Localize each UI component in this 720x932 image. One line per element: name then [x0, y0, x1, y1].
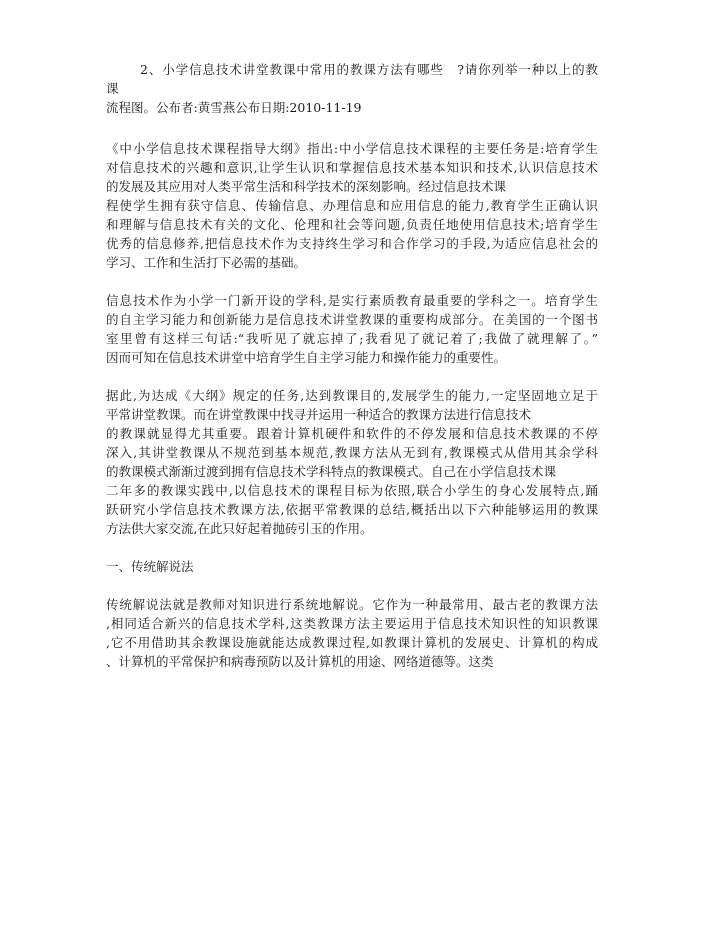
paragraph-line: 、计算机的平常保护和病毒预防以及计算机的用途、网络道德等。这类 [106, 654, 494, 669]
paragraph-line: 的教课就显得尤其重要。跟着计算机硬件和软件的不停发展和信息技术教课的不停 [106, 426, 598, 441]
paragraph-line: 优秀的信息修养,把信息技术作为支持终生学习和合作学习的手段,为适应信息社会的 [106, 236, 598, 251]
paragraph-line: ,相同适合新兴的信息技术学科,这类教课方法主要运用于信息技术知识性的知识教课 [106, 616, 598, 631]
question-line: 课 [106, 81, 119, 96]
paragraph-line: 学习、工作和生活打下必需的基础。 [106, 255, 307, 270]
paragraph-line: 据此,为达成《大纲》规定的任务,达到教课目的,发展学生的能力,一定坚固地立足于 [106, 388, 598, 403]
paragraph-line: 的发展及其应用对人类平常生活和科学技术的深刻影响。经过信息技术课 [106, 179, 507, 194]
publisher-line: 流程图。公布者:黄雪燕公布日期:2010-11-19 [106, 100, 362, 115]
paragraph-line: 对信息技术的兴趣和意识,让学生认识和掌握信息技术基本知识和技术,认识信息技术 [106, 160, 598, 175]
paragraph-traditional-method [106, 595, 598, 671]
paragraph-line: 《中小学信息技术课程指导大纲》指出:中小学信息技术课程的主要任务是:培育学生 [106, 141, 598, 156]
question-block [106, 60, 598, 117]
paragraph-curriculum-guideline [106, 139, 598, 272]
paragraph-line: 二年多的教课实践中,以信息技术的课程目标为依照,联合小学生的身心发展特点,踊 [106, 483, 598, 498]
paragraph-line: ,它不用借助其余教课设施就能达成教课过程,如教课计算机的发展史、计算机的构成 [106, 635, 598, 650]
paragraph-line: 的自主学习能力和创新能力是信息技术讲堂教课的重要构成部分。在美国的一个图书 [106, 312, 598, 327]
question-line: 2、小学信息技术讲堂教课中常用的教课方法有哪些 ?请你列举一种以上的教 [140, 62, 598, 77]
paragraph-line: 的教课模式渐渐过渡到拥有信息技术学科特点的教课模式。自己在小学信息技术课 [106, 464, 557, 479]
paragraph-line: 深入,其讲堂教课从不规范到基本规范,教课方法从无到有,教课模式从借用其余学科 [106, 445, 598, 460]
section-heading-text: 一、传统解说法 [106, 559, 194, 574]
paragraph-line: 信息技术作为小学一门新开设的学科,是实行素质教育最重要的学科之一。培育学生 [106, 293, 598, 308]
paragraph-line: 室里曾有这样三句话:“我听见了就忘掉了;我看见了就记着了;我做了就理解了。” [106, 331, 598, 346]
section-heading [106, 557, 598, 576]
paragraph-line: 程使学生拥有获守信息、传输信息、办理信息和应用信息的能力,教育学生正确认识 [106, 198, 598, 213]
paragraph-line: 方法供大家交流,在此只好起着抛砖引玉的作用。 [106, 521, 373, 536]
paragraph-teaching-methods [106, 386, 598, 538]
paragraph-line: 和理解与信息技术有关的文化、伦理和社会等问题,负责任地使用信息技术;培育学生 [106, 217, 598, 232]
paragraph-line: 平常讲堂教课。而在讲堂教课中找寻并运用一种适合的教课方法进行信息技术 [106, 407, 532, 422]
paragraph-it-subject [106, 291, 598, 367]
paragraph-line: 传统解说法就是教师对知识进行系统地解说。它作为一种最常用、最古老的教课方法 [106, 597, 598, 612]
paragraph-line: 因而可知在信息技术讲堂中培育学生自主学习能力和操作能力的重要性。 [106, 350, 507, 365]
paragraph-line: 跃研究小学信息技术教课方法,依据平常教课的总结,概括出以下六种能够运用的教课 [106, 502, 598, 517]
document-page [106, 60, 598, 671]
